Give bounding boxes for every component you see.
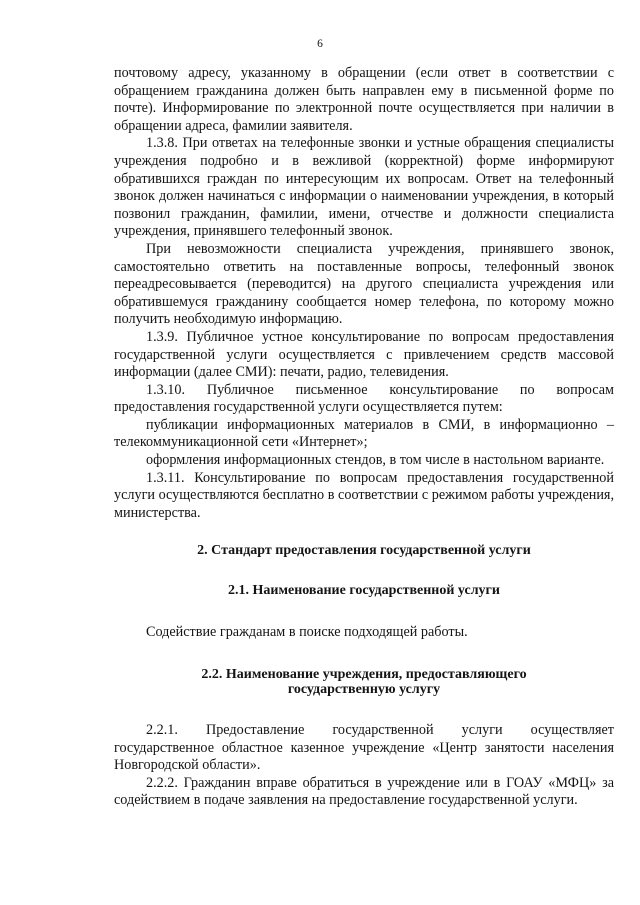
paragraph-1-3-9: 1.3.9. Публичное устное консультирование по вопросам предоставления государственной услуги осуществляется с привлечением средств массовой информации (далее СМИ): печати, радио, телевидения. xyxy=(114,328,614,381)
service-name-text: Содействие гражданам в поиске подходящей работы. xyxy=(146,624,468,641)
paragraph-2-2-1: 2.2.1. Предоставление государственной услуги осуществляет государственное областное казенное учреждение «Центр занятости населения Новгородской области». xyxy=(114,722,614,774)
paragraph-1-3-8: 1.3.8. При ответах на телефонные звонки и устные обращения специалисты учреждения подробно и в вежливой (корректной) форме информируют обратившихся граждан по интересующим их вопросам. Ответ на телефонный звонок должен начинаться с информации о наименовании учреждения, в который позвонил гражданин, фамилии, имени, отчестве и должности специалиста учреждения, принявшего телефонный звонок. xyxy=(114,135,614,240)
paragraph-1-3-11: 1.3.11. Консультирование по вопросам предоставления государственной услуги осуществляются бесплатно в соответствии с режимом работы учреждения, министерства. xyxy=(114,469,614,521)
paragraph-call-redirect: При невозможности специалиста учреждения, принявшего звонок, самостоятельно ответить на поставленные вопросы, телефонный звонок переадресовывается (переводится) на другого специалиста учреждения или обратившемуся гражданину сообщается номер телефона, по которому можно получить необходимую информацию. xyxy=(114,240,614,328)
section-2-1-heading: 2.1. Наименование государственной услуги xyxy=(228,583,500,599)
section-2-heading: 2. Стандарт предоставления государственной услуги xyxy=(197,543,531,559)
paragraph-stands: оформления информационных стендов, в том числе в настольном варианте. xyxy=(146,452,605,469)
paragraph-2-2-2: 2.2.2. Гражданин вправе обратиться в учреждение или в ГОАУ «МФЦ» за содействием в подаче заявления на предоставление государственной услуги. xyxy=(114,774,614,809)
page-number: 6 xyxy=(317,38,323,50)
paragraph-publications: публикации информационных материалов в СМИ, в информационно – телекоммуникационной сети «Интернет»; xyxy=(114,416,614,451)
page-content xyxy=(114,65,614,810)
section-2-2-heading xyxy=(114,667,614,697)
paragraph-mail-info: почтовому адресу, указанному в обращении (если ответ в соответствии с обращением гражданина должен быть направлен ему в письменной форме по почте). Информирование по электронной почте осуществляется при наличии в обращении адреса, фамилии заявителя. xyxy=(114,65,614,134)
section-2-2-heading-line1: 2.2. Наименование учреждения, предоставляющего xyxy=(201,667,527,683)
section-2-2-heading-line2: государственную услугу xyxy=(287,682,441,698)
paragraph-1-3-10: 1.3.10. Публичное письменное консультирование по вопросам предоставления государственной услуги осуществляется путем: xyxy=(114,381,614,416)
